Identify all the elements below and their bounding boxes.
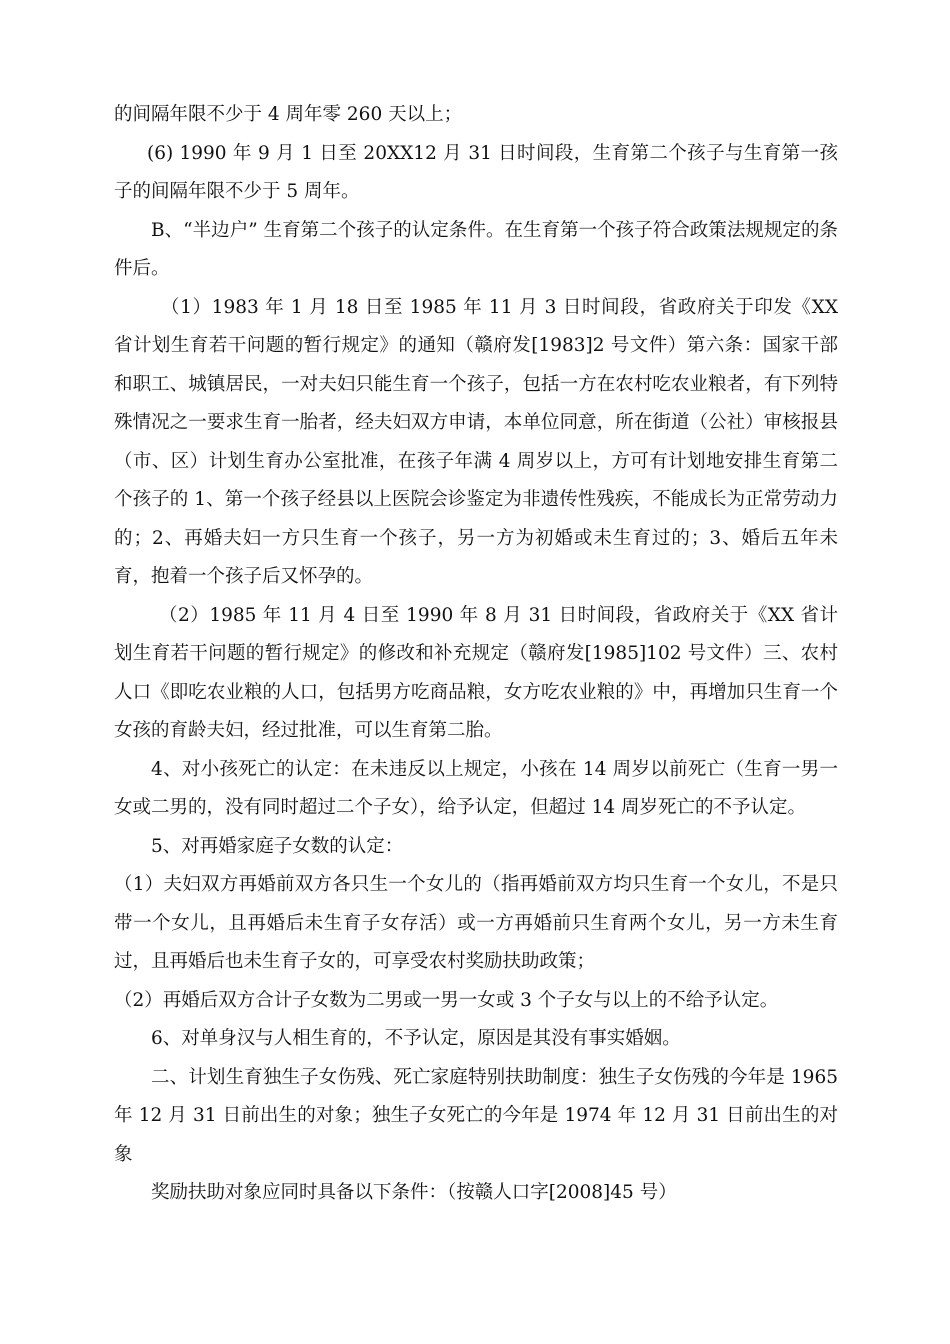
paragraph-point-6: 6、对单身汉与人相生育的，不予认定，原因是其没有事实婚姻。: [151, 1028, 681, 1049]
paragraph-item-6: (6) 1990 年 9 月 1 日至 20XX12 月 31 日时间段，生育第二个孩子与生育第一孩子的间隔年限不少于 5 周年。: [114, 142, 838, 202]
document-body: [114, 96, 838, 1213]
paragraph-conditions: 奖励扶助对象应同时具备以下条件：（按赣人口字[2008]45 号）: [151, 1182, 677, 1203]
paragraph-point-5-item-2: （2）再婚后双方合计子女数为二男或一男一女或 3 个子女与以上的不给予认定。: [114, 989, 779, 1011]
paragraph-section-two: 二、计划生育独生子女伤残、死亡家庭特别扶助制度：独生子女伤残的今年是 1965 年 12 月 31 日前出生的对象；独生子女死亡的今年是 1974 年 12 月 31 日前出生的对象: [114, 1066, 838, 1165]
paragraph-point-4: 4、对小孩死亡的认定：在未违反以上规定，小孩在 14 周岁以前死亡（生育一男一女或二男的，没有同时超过二个子女），给予认定，但超过 14 周岁死亡的不予认定。: [114, 758, 838, 818]
paragraph-point-5-item-1: （1）夫妇双方再婚前双方各只生一个女儿的（指再婚前双方均只生育一个女儿，不是只带一个女儿，且再婚后未生育子女存活）或一方再婚前只生育两个女儿，另一方未生育过，且再婚后也未生育子女的，可享受农村奖励扶助政策；: [114, 874, 838, 972]
paragraph-b-item-1: （1）1983 年 1 月 18 日至 1985 年 11 月 3 日时间段，省政府关于印发《XX 省计划生育若干问题的暂行规定》的通知（赣府发[1983]2 号文件）第六条：国家干部和职工、城镇居民，一对夫妇只能生育一个孩子，包括一方在农村吃农业粮者，有下列特殊情况之一要求生育一胎者，经夫妇双方申请，本单位同意，所在街道（公社）审核报县（市、区）计划生育办公室批准，在孩子年满 4 周岁以上，方可有计划地安排生育第二个孩子的 1、第一个孩子经县以上医院会诊鉴定为非遗传性残疾，不能成长为正常劳动力的；2、再婚夫妇一方只生育一个孩子，另一方为初婚或未生育过的；3、婚后五年未育，抱着一个孩子后又怀孕的。: [114, 296, 838, 587]
paragraph-b-item-2: （2）1985 年 11 月 4 日至 1990 年 8 月 31 日时间段，省政府关于《XX 省计划生育若干问题的暂行规定》的修改和补充规定（赣府发[1985]102 号文件）三、农村人口《即吃农业粮的人口，包括男方吃商品粮，女方吃农业粮的》中，再增加只生育一个女孩的育龄夫妇，经过批准，可以生育第二胎。: [114, 604, 838, 741]
paragraph-section-b: B、“半边户” 生育第二个孩子的认定条件。在生育第一个孩子符合政策法规规定的条件后。: [114, 219, 838, 279]
paragraph-interval-limit: 的间隔年限不少于 4 周年零 260 天以上；: [114, 104, 463, 125]
paragraph-point-5: 5、对再婚家庭子女数的认定：: [151, 835, 404, 857]
